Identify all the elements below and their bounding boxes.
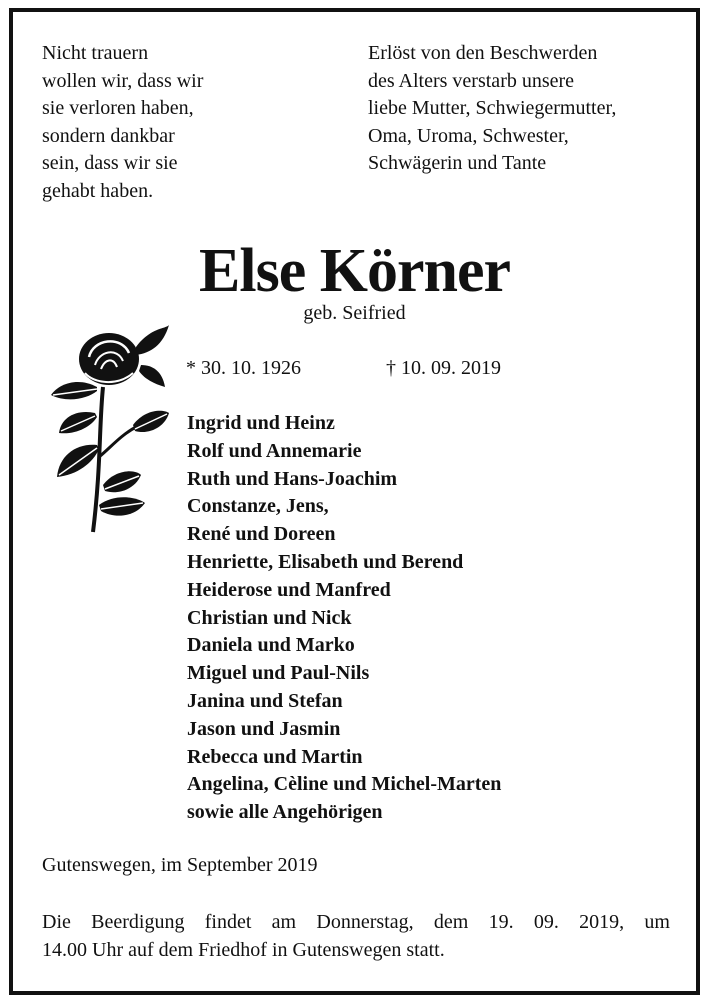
- funeral-line: 14.00 Uhr auf dem Friedhof in Gutenswegen statt.: [42, 939, 445, 961]
- mourner-line: Ruth und Hans-Joachim: [187, 467, 398, 490]
- mourner-line: Rolf und Annemarie: [187, 439, 362, 462]
- mourners-list: [187, 410, 501, 827]
- mourner-line: Rebecca und Martin: [187, 745, 363, 768]
- poem-line: sein, dass wir sie: [42, 152, 178, 175]
- mourner-line: Ingrid und Heinz: [187, 412, 335, 434]
- mourner-line: René und Doreen: [187, 523, 336, 546]
- mourner-line: sowie alle Angehörigen: [187, 801, 383, 824]
- death-date: † 10. 09. 2019: [386, 357, 501, 379]
- mourner-line: Jason und Jasmin: [187, 717, 341, 740]
- obituary-frame: [9, 8, 700, 995]
- intro-line: liebe Mutter, Schwiegermutter,: [368, 97, 617, 120]
- deceased-name: Else Körner: [199, 237, 510, 305]
- mourner-line: Daniela und Marko: [187, 634, 355, 657]
- mourner-line: Angelina, Cèline und Michel-Marten: [187, 773, 502, 796]
- mourner-line: Christian und Nick: [187, 606, 352, 629]
- poem-line: gehabt haben.: [42, 179, 154, 202]
- intro-line: des Alters verstarb unsere: [368, 69, 575, 92]
- poem-line: sie verloren haben,: [42, 97, 194, 120]
- poem-line: Nicht trauern: [42, 42, 149, 64]
- birth-date: * 30. 10. 1926: [186, 357, 301, 379]
- intro-text: [368, 40, 616, 178]
- poem-line: wollen wir, dass wir: [42, 69, 204, 92]
- rose-icon: [41, 317, 171, 537]
- place-date: Gutenswegen, im September 2019: [42, 854, 318, 876]
- intro-line: Oma, Uroma, Schwester,: [368, 124, 569, 147]
- funeral-notice: [42, 908, 670, 964]
- mourner-line: Henriette, Elisabeth und Berend: [187, 550, 464, 573]
- poem-text: [42, 40, 203, 206]
- mourner-line: Janina und Stefan: [187, 689, 343, 712]
- intro-line: Schwägerin und Tante: [368, 152, 547, 175]
- poem-line: sondern dankbar: [42, 124, 175, 147]
- intro-line: Erlöst von den Beschwerden: [368, 42, 598, 64]
- birth-name: geb. Seifried: [303, 302, 406, 324]
- mourner-line: Heiderose und Manfred: [187, 578, 391, 601]
- mourner-line: Constanze, Jens,: [187, 495, 329, 518]
- funeral-line: Die Beerdigung findet am Donnerstag, dem 19. 09. 2019, um: [42, 911, 670, 933]
- mourner-line: Miguel und Paul-Nils: [187, 662, 370, 685]
